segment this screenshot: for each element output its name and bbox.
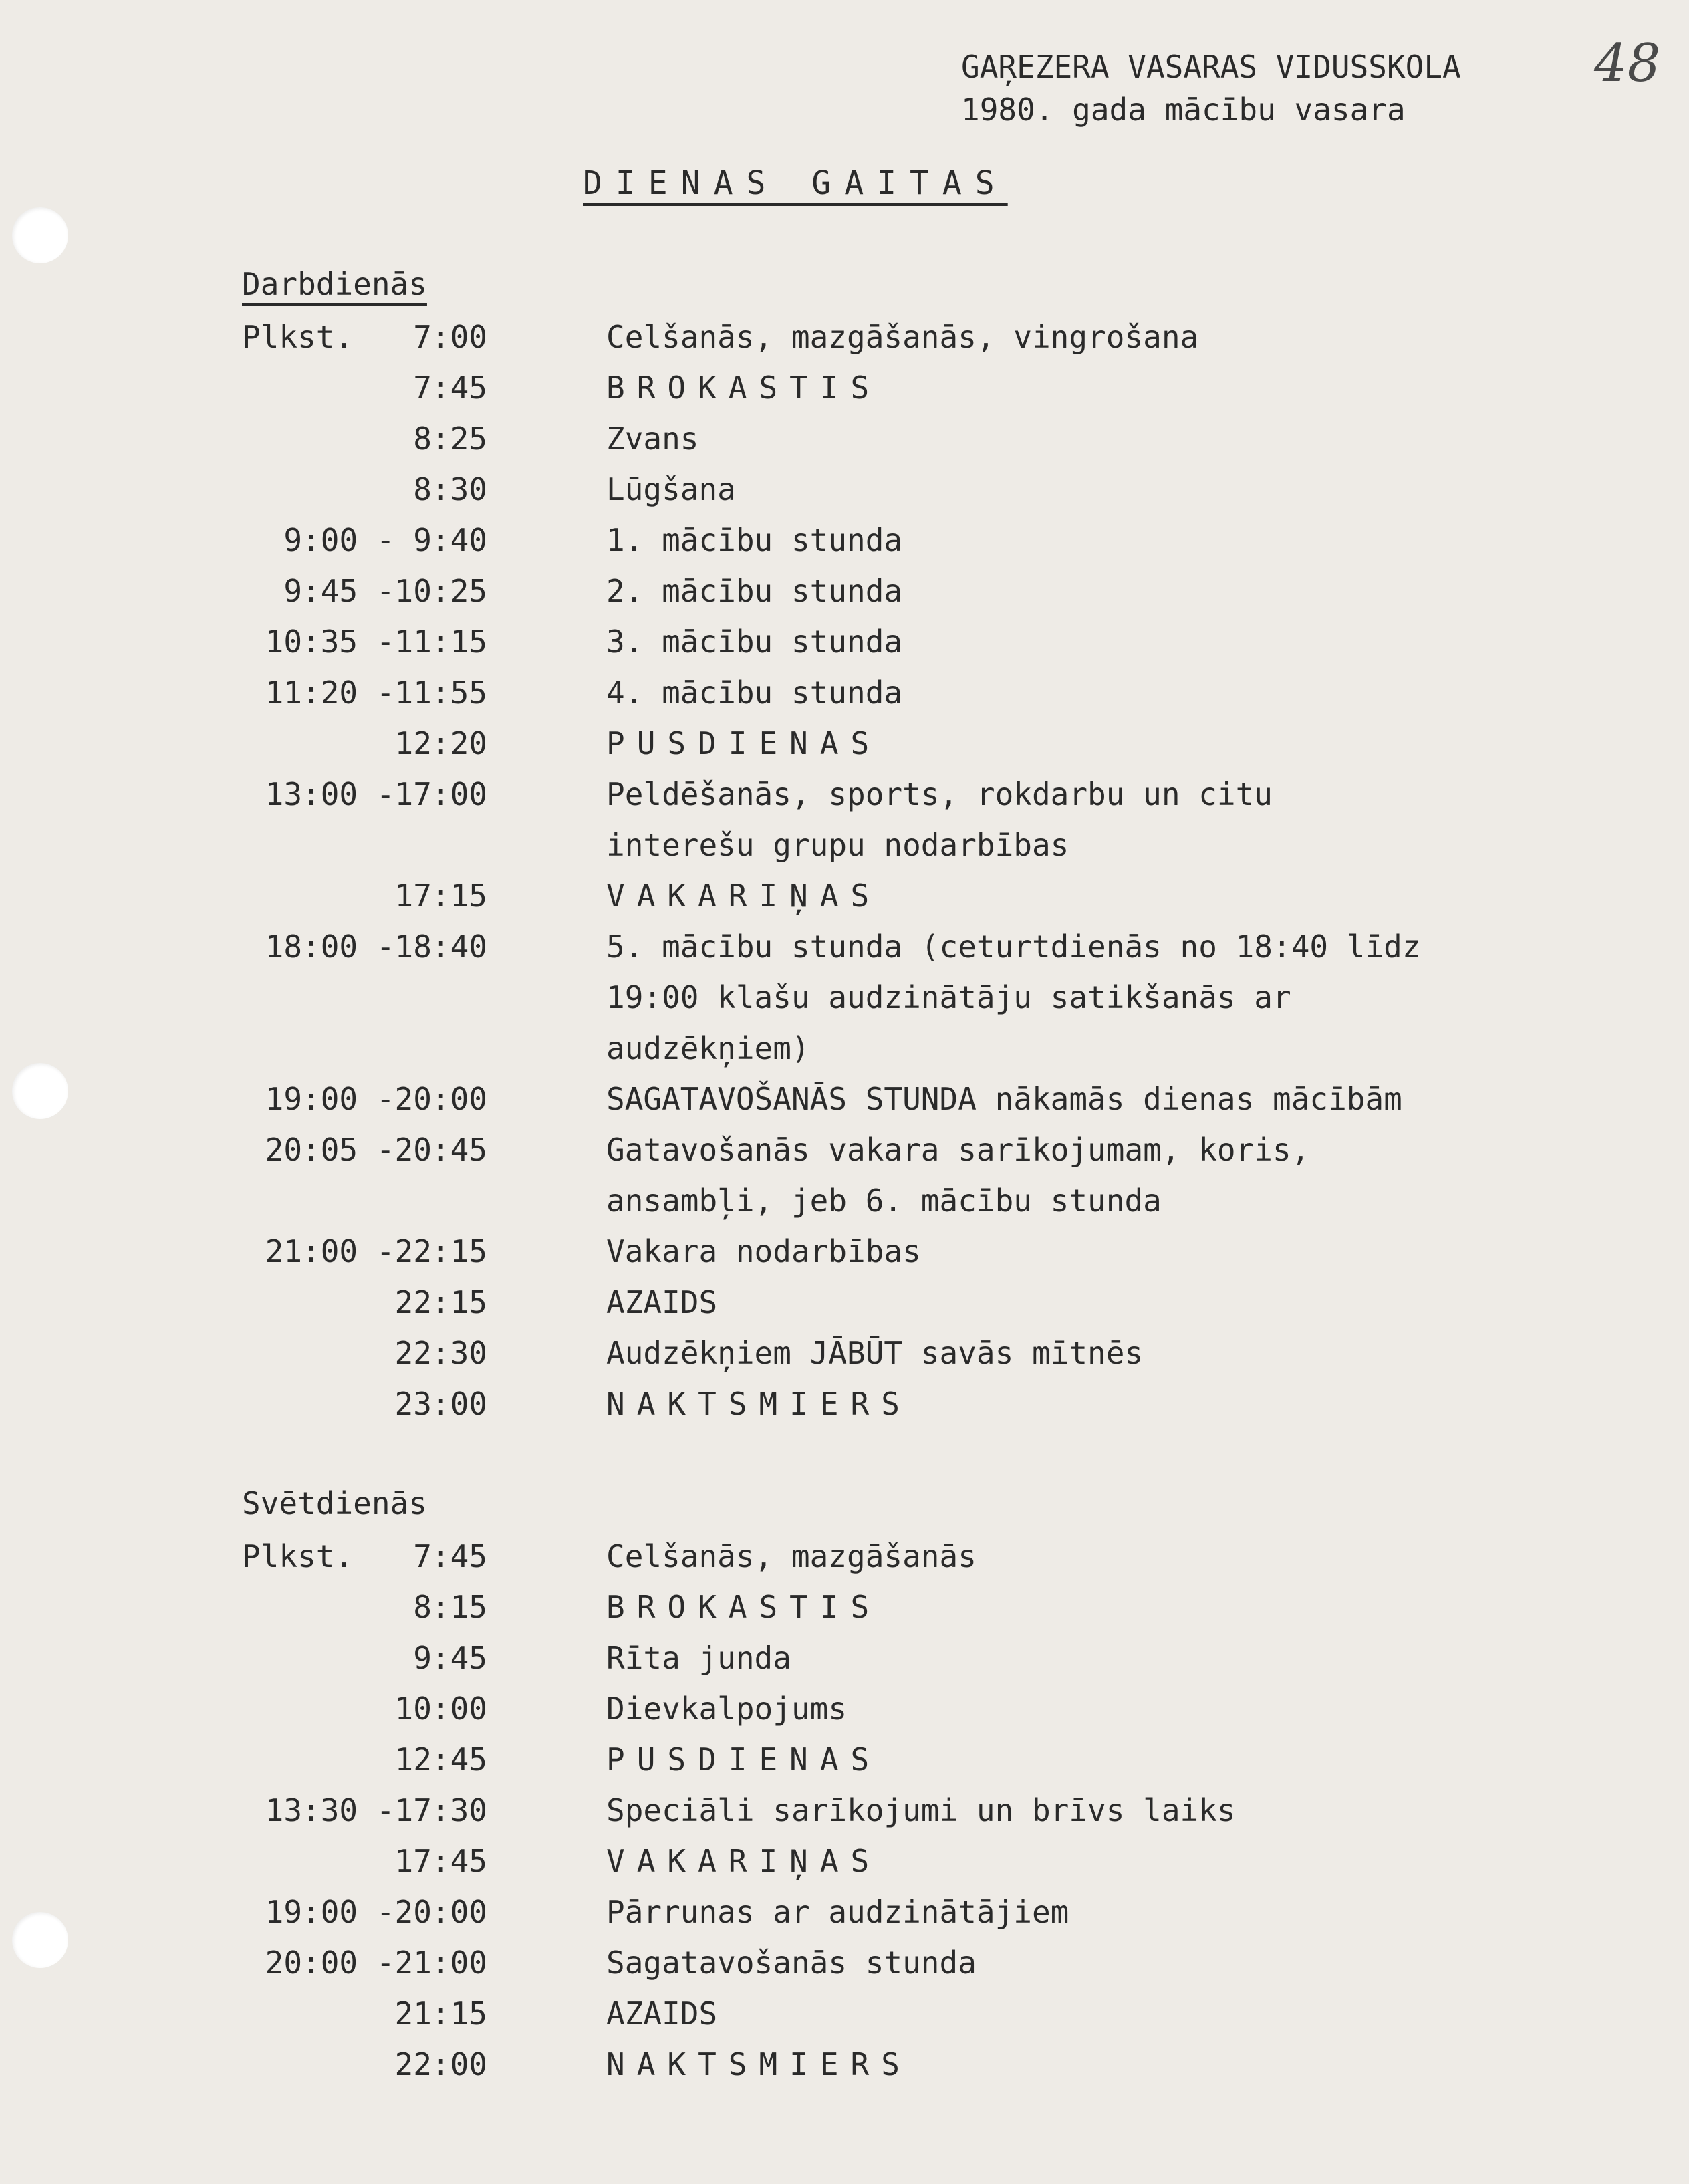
time-cell: 17:45 — [394, 1843, 487, 1879]
time-cell: 23:00 — [394, 1386, 487, 1422]
activity-cell: Lūgšana — [606, 471, 736, 507]
activity-cell: Sagatavošanās stunda — [606, 1945, 977, 1981]
time-cell: 8:30 — [413, 471, 487, 507]
time-cell: 9:45 — [413, 1640, 487, 1676]
schedule-row — [0, 616, 1689, 667]
activity-cell: PUSDIENAS — [606, 1741, 882, 1778]
time-cell: 8:15 — [413, 1589, 487, 1625]
schedule-row — [0, 870, 1689, 921]
schedule-row — [0, 1582, 1689, 1632]
time-cell: 21:15 — [394, 1995, 487, 2032]
activity-cell: Gatavošanās vakara sarīkojumam, koris, ansambļi, jeb 6. mācību stunda — [606, 1132, 1310, 1219]
year-line: 1980. gada mācību vasara — [961, 92, 1406, 128]
time-cell: 10:35 -11:15 — [265, 624, 487, 660]
schedule-row — [0, 1226, 1689, 1277]
activity-cell: Dievkalpojums — [606, 1691, 848, 1727]
time-cell: 10:00 — [394, 1691, 487, 1727]
schedule-row — [0, 2039, 1689, 2090]
schedule-row — [0, 1887, 1689, 1937]
activity-cell: Peldēšanās, sports, rokdarbu un citu interešu grupu nodarbības — [606, 776, 1273, 863]
time-cell: 22:00 — [394, 2046, 487, 2082]
page-title: DIENAS GAITAS — [583, 164, 1008, 202]
handwritten-page-number: 48 — [1594, 33, 1661, 94]
schedule-row — [0, 413, 1689, 464]
schedule-row — [0, 1988, 1689, 2039]
schedule-row — [0, 1632, 1689, 1683]
activity-cell: Celšanās, mazgāšanās, vingrošana — [606, 319, 1199, 355]
activity-cell: 1. mācību stunda — [606, 522, 903, 558]
schedule-row — [0, 1785, 1689, 1836]
activity-cell: 2. mācību stunda — [606, 573, 903, 609]
activity-cell: VAKARIŅAS — [606, 878, 882, 914]
schedule-row — [0, 921, 1689, 1066]
activity-cell: Zvans — [606, 420, 699, 457]
activity-cell: VAKARIŅAS — [606, 1843, 882, 1879]
activity-cell: BROKASTIS — [606, 1589, 882, 1625]
activity-cell: SAGATAVOŠANĀS STUNDA nākamās dienas mācībām — [606, 1081, 1402, 1117]
time-cell: 19:00 -20:00 — [265, 1894, 487, 1930]
activity-cell: PUSDIENAS — [606, 725, 882, 761]
time-cell: 20:05 -20:45 — [265, 1132, 487, 1168]
schedule-row — [0, 1937, 1689, 1988]
time-cell: 12:45 — [394, 1741, 487, 1778]
sundays-heading: Svētdienās — [242, 1485, 427, 1522]
schedule-row — [0, 769, 1689, 863]
time-cell: 9:45 -10:25 — [283, 573, 487, 609]
time-cell: 7:45 — [413, 370, 487, 406]
time-cell: 7:45 — [413, 1538, 487, 1574]
activity-cell: Speciāli sarīkojumi un brīvs laiks — [606, 1792, 1236, 1828]
time-cell: 17:15 — [394, 878, 487, 914]
time-cell: 9:00 - 9:40 — [283, 522, 487, 558]
activity-cell: 5. mācību stunda (ceturtdienās no 18:40 līdz 19:00 klašu audzinātāju satikšanās ar audzēkņiem) — [606, 929, 1421, 1066]
schedule-row — [0, 1074, 1689, 1124]
schedule-row — [0, 718, 1689, 769]
time-cell: 13:30 -17:30 — [265, 1792, 487, 1828]
schedule-row — [0, 312, 1689, 362]
time-cell: 7:00 — [413, 319, 487, 355]
time-cell: 20:00 -21:00 — [265, 1945, 487, 1981]
time-cell: 13:00 -17:00 — [265, 776, 487, 812]
time-cell: 21:00 -22:15 — [265, 1233, 487, 1269]
schedule-row — [0, 1683, 1689, 1734]
activity-cell: Pārrunas ar audzinātājiem — [606, 1894, 1069, 1930]
activity-cell: AZAIDS — [606, 1284, 718, 1320]
time-cell: 22:15 — [394, 1284, 487, 1320]
activity-cell: Audzēkņiem JĀBŪT savās mītnēs — [606, 1335, 1144, 1371]
weekdays-heading: Darbdienās — [242, 266, 427, 302]
activity-cell: NAKTSMIERS — [606, 1386, 912, 1422]
schedule-row — [0, 1378, 1689, 1429]
time-prefix: Plkst. — [242, 319, 354, 355]
activity-cell: Vakara nodarbības — [606, 1233, 921, 1269]
time-cell: 12:20 — [394, 725, 487, 761]
activity-cell: BROKASTIS — [606, 370, 882, 406]
schedule-row — [0, 1277, 1689, 1328]
activity-cell: Rīta junda — [606, 1640, 791, 1676]
schedule-row — [0, 1531, 1689, 1582]
schedule-row — [0, 1328, 1689, 1378]
time-cell: 22:30 — [394, 1335, 487, 1371]
activity-cell: Celšanās, mazgāšanās — [606, 1538, 977, 1574]
document-header — [961, 45, 1461, 131]
schedule-row — [0, 1124, 1689, 1219]
schedule-row — [0, 566, 1689, 616]
time-cell: 8:25 — [413, 420, 487, 457]
activity-cell: 4. mācību stunda — [606, 675, 903, 711]
time-cell: 19:00 -20:00 — [265, 1081, 487, 1117]
schedule-row — [0, 464, 1689, 515]
schedule-row — [0, 667, 1689, 718]
schedule-row — [0, 362, 1689, 413]
time-cell: 18:00 -18:40 — [265, 929, 487, 965]
time-cell: 11:20 -11:55 — [265, 675, 487, 711]
schedule-row — [0, 515, 1689, 566]
activity-cell: 3. mācību stunda — [606, 624, 903, 660]
schedule-row — [0, 1836, 1689, 1887]
punch-hole — [12, 207, 68, 263]
activity-cell: AZAIDS — [606, 1995, 718, 2032]
time-prefix: Plkst. — [242, 1538, 354, 1574]
activity-cell: NAKTSMIERS — [606, 2046, 912, 2082]
schedule-row — [0, 1734, 1689, 1785]
school-name: GAŖEZERA VASARAS VIDUSSKOLA — [961, 49, 1461, 85]
